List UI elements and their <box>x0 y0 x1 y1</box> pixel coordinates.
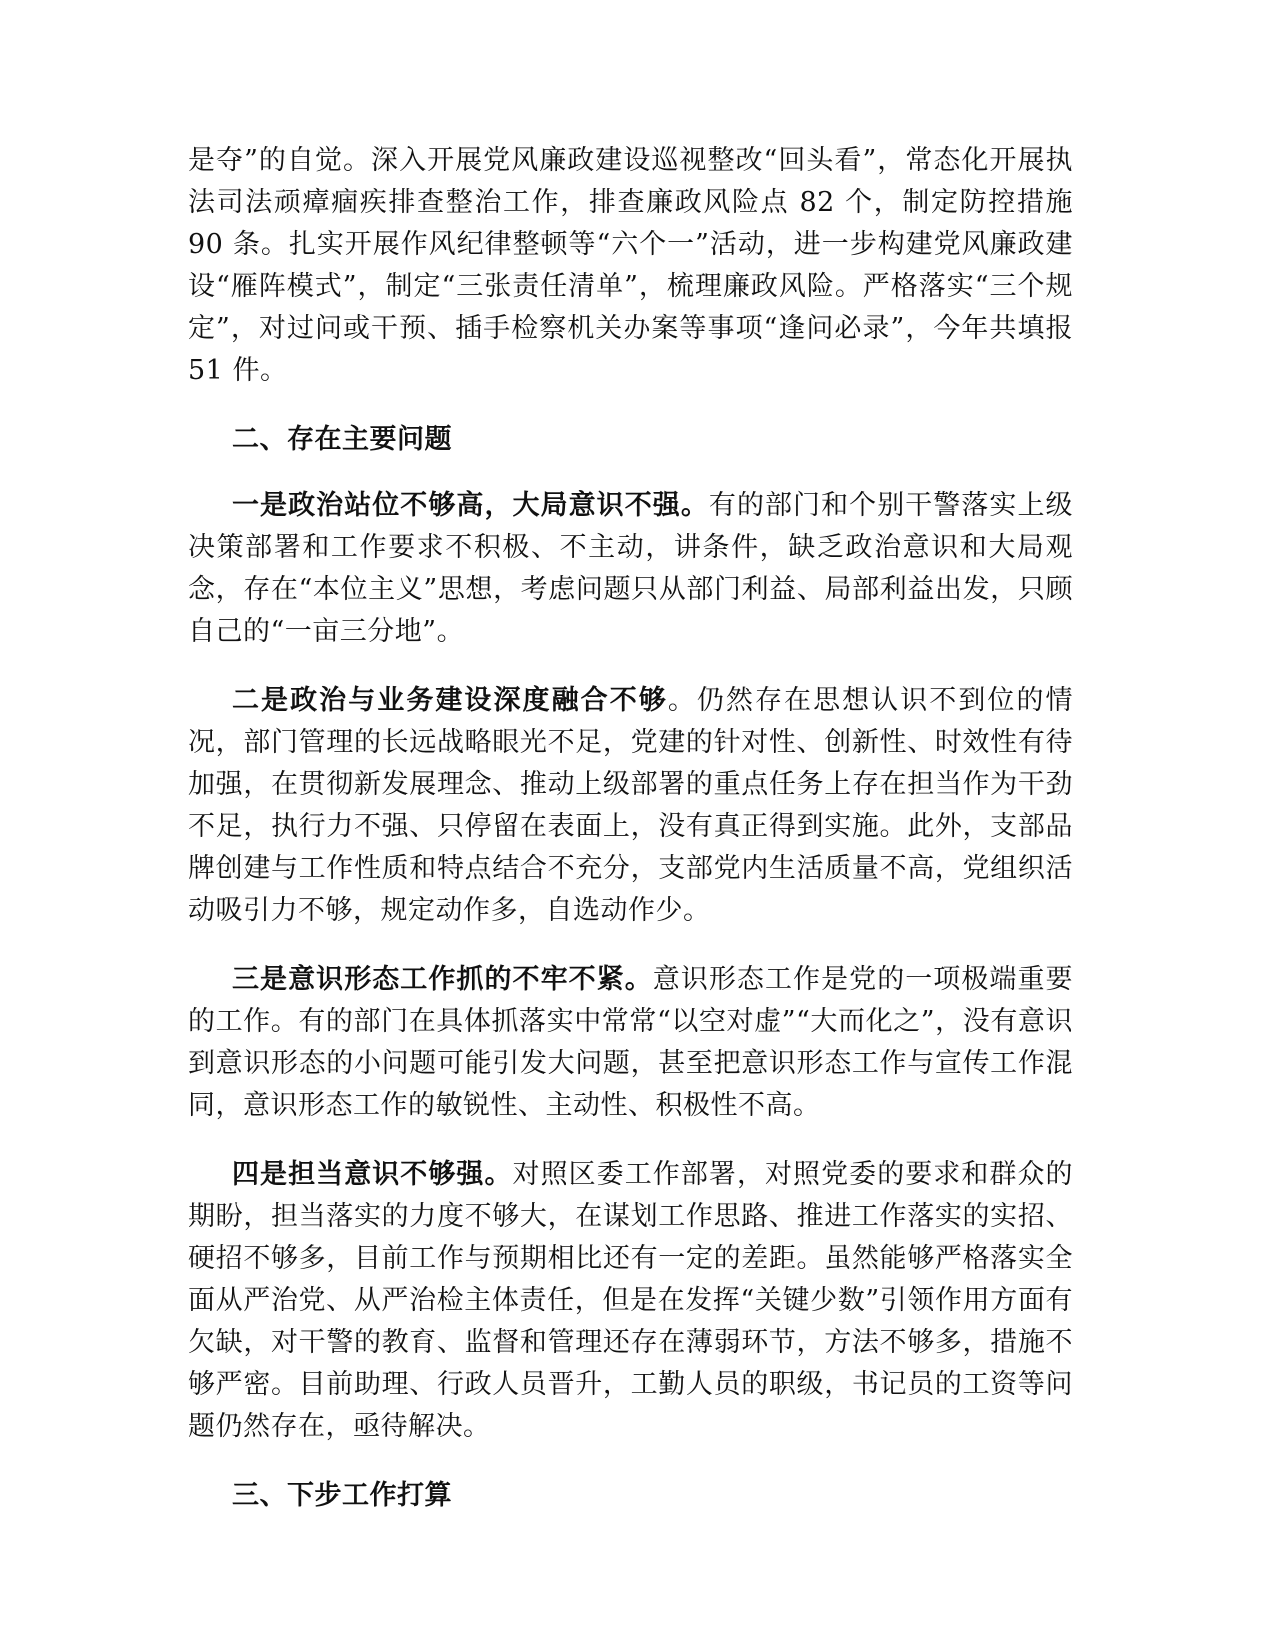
document-body <box>188 140 1073 1541</box>
paragraph-lead-1: 一是政治站位不够高，大局意识不强。 <box>232 490 709 521</box>
paragraph-problem-4 <box>188 1154 1073 1448</box>
paragraph-problem-2 <box>188 680 1073 932</box>
paragraph-body-2: 。仍然存在思想认识不到位的情况，部门管理的长远战略眼光不足，党建的针对性、创新性、时效性有待加强，在贯彻新发展理念、推动上级部署的重点任务上存在担当作为干劲不足，执行力不强、只停留在表面上，没有真正得到实施。此外，支部品牌创建与工作性质和特点结合不充分，支部党内生活质量不高，党组织活动吸引力不够，规定动作多，自选动作少。 <box>188 685 1074 926</box>
paragraph-problem-1 <box>188 485 1073 653</box>
paragraph-body-3: 意识形态工作是党的一项极端重要的工作。有的部门在具体抓落实中常常“以空对虚”“大而化之”，没有意识到意识形态的小问题可能引发大问题，甚至把意识形态工作与宣传工作混同，意识形态工作的敏锐性、主动性、积极性不高。 <box>188 964 1074 1121</box>
paragraph-body-1: 有的部门和个别干警落实上级决策部署和工作要求不积极、不主动，讲条件，缺乏政治意识和大局观念，存在“本位主义”思想，考虑问题只从部门利益、局部利益出发，只顾自己的“一亩三分地”。 <box>188 490 1074 647</box>
paragraph-lead-3: 三是意识形态工作抓的不牢不紧。 <box>232 964 653 995</box>
paragraph-lead-4: 四是担当意识不够强。 <box>232 1159 513 1190</box>
paragraph-problem-3 <box>188 959 1073 1127</box>
section-heading-problems: 二、存在主要问题 <box>232 424 452 455</box>
paragraph-lead-2: 二是政治与业务建设深度融合不够 <box>232 685 668 716</box>
paragraph-continuation: 是夺”的自觉。深入开展党风廉政建设巡视整改“回头看”，常态化开展执法司法顽瘴痼疾排查整治工作，排查廉政风险点 82 个，制定防控措施 90 条。扎实开展作风纪律整顿等“六个一”活动，进一步构建党风廉政建设“雁阵模式”，制定“三张责任清单”，梳理廉政风险。严格落实“三个规定”，对过问或干预、插手检察机关办案等事项“逢问必录”，今年共填报 51 件。 <box>188 145 1073 386</box>
section-heading-next-steps: 三、下步工作打算 <box>232 1480 452 1511</box>
paragraph-body-4: 对照区委工作部署，对照党委的要求和群众的期盼，担当落实的力度不够大，在谋划工作思路、推进工作落实的实招、硬招不够多，目前工作与预期相比还有一定的差距。虽然能够严格落实全面从严治党、从严治检主体责任，但是在发挥“关键少数”引领作用方面有欠缺，对干警的教育、监督和管理还存在薄弱环节，方法不够多，措施不够严密。目前助理、行政人员晋升，工勤人员的职级，书记员的工资等问题仍然存在，亟待解决。 <box>188 1159 1074 1442</box>
